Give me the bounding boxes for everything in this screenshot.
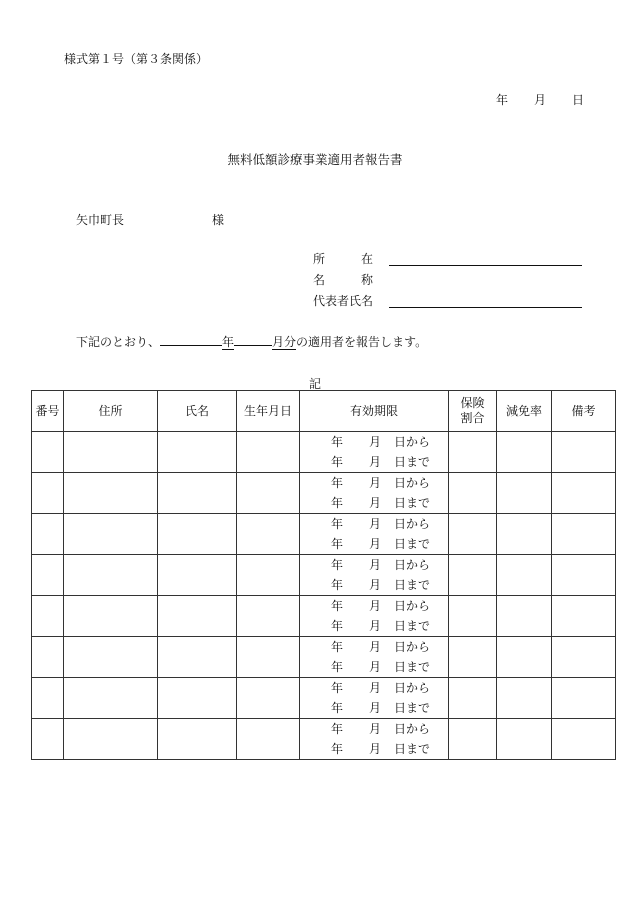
representative-row <box>313 294 377 315</box>
period-to-label: 日まで <box>393 619 430 633</box>
name-cell[interactable] <box>158 432 237 473</box>
date-day: 日 <box>572 93 585 107</box>
insurance-ratio-cell[interactable] <box>449 637 497 678</box>
table-row <box>32 555 616 596</box>
table-row <box>32 678 616 719</box>
header-validity: 有効期限 <box>300 391 449 432</box>
name-cell[interactable] <box>158 596 237 637</box>
period-year: 年 <box>330 701 343 715</box>
number-cell[interactable] <box>32 514 64 555</box>
name-cell[interactable] <box>158 555 237 596</box>
period-year: 年 <box>330 640 343 654</box>
addressee-honorific: 様 <box>212 213 225 227</box>
table-row <box>32 514 616 555</box>
remarks-cell[interactable] <box>552 555 616 596</box>
name-cell[interactable] <box>158 514 237 555</box>
header-number: 番号 <box>32 391 64 432</box>
period-year: 年 <box>330 496 343 510</box>
period-to <box>300 739 448 759</box>
period-to <box>300 657 448 677</box>
reduction-rate-cell[interactable] <box>497 678 552 719</box>
name-cell[interactable] <box>158 678 237 719</box>
header-name: 氏名 <box>158 391 237 432</box>
table-row <box>32 637 616 678</box>
period-from <box>300 596 448 616</box>
number-cell[interactable] <box>32 637 64 678</box>
period-from <box>300 678 448 698</box>
remarks-cell[interactable] <box>552 432 616 473</box>
address-cell[interactable] <box>64 719 158 760</box>
insurance-ratio-cell[interactable] <box>449 596 497 637</box>
report-month-label: 月分 <box>272 335 297 349</box>
period-to <box>300 493 448 513</box>
number-cell[interactable] <box>32 473 64 514</box>
form-number: 様式第１号（第３条関係） <box>64 52 209 66</box>
header-remarks: 備考 <box>552 391 616 432</box>
report-prefix: 下記のとおり、 <box>76 335 161 349</box>
addressee-name: 矢巾町長 <box>76 213 125 227</box>
remarks-cell[interactable] <box>552 514 616 555</box>
address-cell[interactable] <box>64 637 158 678</box>
birthdate-cell[interactable] <box>237 473 300 514</box>
table-row <box>32 596 616 637</box>
insurance-ratio-cell[interactable] <box>449 678 497 719</box>
header-insurance-ratio-line1: 保険 <box>460 396 485 410</box>
applicant-table <box>31 390 616 760</box>
period-year: 年 <box>330 558 343 572</box>
table-row <box>32 432 616 473</box>
date-month: 月 <box>534 93 547 107</box>
period-month: 月 <box>368 681 381 695</box>
validity-cell <box>300 719 449 760</box>
period-year: 年 <box>330 660 343 674</box>
representative-line[interactable] <box>389 307 582 308</box>
header-insurance-ratio-line2: 割合 <box>460 411 485 425</box>
reduction-rate-cell[interactable] <box>497 719 552 760</box>
period-to-label: 日まで <box>393 537 430 551</box>
period-month: 月 <box>368 496 381 510</box>
period-month: 月 <box>368 599 381 613</box>
location-row <box>313 252 410 273</box>
period-month: 月 <box>368 537 381 551</box>
reduction-rate-cell[interactable] <box>497 596 552 637</box>
location-label: 所在 <box>313 252 410 266</box>
remarks-cell[interactable] <box>552 596 616 637</box>
report-suffix: の適用者を報告します。 <box>296 335 428 349</box>
birthdate-cell[interactable] <box>237 637 300 678</box>
period-to <box>300 575 448 595</box>
number-cell[interactable] <box>32 432 64 473</box>
period-year: 年 <box>330 619 343 633</box>
name-label: 名称 <box>313 273 410 287</box>
number-cell[interactable] <box>32 596 64 637</box>
report-statement <box>76 333 427 350</box>
validity-cell <box>300 678 449 719</box>
header-insurance-ratio <box>449 391 497 432</box>
report-year-blank[interactable] <box>160 333 222 346</box>
address-cell[interactable] <box>64 555 158 596</box>
period-from-label: 日から <box>393 599 430 613</box>
period-from <box>300 432 448 452</box>
period-year: 年 <box>330 517 343 531</box>
number-cell[interactable] <box>32 719 64 760</box>
period-from-label: 日から <box>393 640 430 654</box>
period-month: 月 <box>368 517 381 531</box>
period-to <box>300 452 448 472</box>
period-from-label: 日から <box>393 517 430 531</box>
remarks-cell[interactable] <box>552 637 616 678</box>
period-year: 年 <box>330 455 343 469</box>
insurance-ratio-cell[interactable] <box>449 719 497 760</box>
period-from <box>300 514 448 534</box>
table-row <box>32 473 616 514</box>
remarks-cell[interactable] <box>552 719 616 760</box>
period-from <box>300 637 448 657</box>
reduction-rate-cell[interactable] <box>497 432 552 473</box>
period-year: 年 <box>330 742 343 756</box>
birthdate-cell[interactable] <box>237 678 300 719</box>
address-cell[interactable] <box>64 678 158 719</box>
period-month: 月 <box>368 640 381 654</box>
document-title: 無料低額診療事業適用者報告書 <box>227 152 403 167</box>
validity-cell <box>300 596 449 637</box>
period-month: 月 <box>368 722 381 736</box>
period-to <box>300 534 448 554</box>
reduction-rate-cell[interactable] <box>497 555 552 596</box>
header-birthdate: 生年月日 <box>237 391 300 432</box>
date-line <box>496 91 584 108</box>
header-reduction-rate: 減免率 <box>497 391 552 432</box>
number-cell[interactable] <box>32 555 64 596</box>
period-month: 月 <box>368 701 381 715</box>
period-from-label: 日から <box>393 722 430 736</box>
period-month: 月 <box>368 558 381 572</box>
validity-cell <box>300 555 449 596</box>
period-month: 月 <box>368 476 381 490</box>
birthdate-cell[interactable] <box>237 432 300 473</box>
birthdate-cell[interactable] <box>237 514 300 555</box>
name-row <box>313 273 410 294</box>
validity-cell <box>300 432 449 473</box>
period-month: 月 <box>368 660 381 674</box>
period-from <box>300 719 448 739</box>
period-to-label: 日まで <box>393 701 430 715</box>
address-cell[interactable] <box>64 432 158 473</box>
birthdate-cell[interactable] <box>237 555 300 596</box>
period-month: 月 <box>368 742 381 756</box>
date-year: 年 <box>496 93 509 107</box>
insurance-ratio-cell[interactable] <box>449 473 497 514</box>
report-year-label: 年 <box>222 335 235 349</box>
validity-cell <box>300 514 449 555</box>
remarks-cell[interactable] <box>552 473 616 514</box>
remarks-cell[interactable] <box>552 678 616 719</box>
period-month: 月 <box>368 435 381 449</box>
ki-label: 記 <box>308 377 321 391</box>
name-cell[interactable] <box>158 473 237 514</box>
address-cell[interactable] <box>64 473 158 514</box>
period-month: 月 <box>368 455 381 469</box>
period-to-label: 日まで <box>393 742 430 756</box>
number-cell[interactable] <box>32 678 64 719</box>
table-header-row <box>32 391 616 432</box>
table-row <box>32 719 616 760</box>
insurance-ratio-cell[interactable] <box>449 432 497 473</box>
addressee <box>76 211 225 228</box>
period-year: 年 <box>330 578 343 592</box>
name-cell[interactable] <box>158 719 237 760</box>
reduction-rate-cell[interactable] <box>497 473 552 514</box>
insurance-ratio-cell[interactable] <box>449 514 497 555</box>
period-from-label: 日から <box>393 681 430 695</box>
period-from-label: 日から <box>393 558 430 572</box>
name-cell[interactable] <box>158 637 237 678</box>
period-month: 月 <box>368 619 381 633</box>
period-from <box>300 473 448 493</box>
address-cell[interactable] <box>64 514 158 555</box>
applicant-fields <box>313 252 410 315</box>
period-year: 年 <box>330 722 343 736</box>
birthdate-cell[interactable] <box>237 719 300 760</box>
period-to <box>300 698 448 718</box>
period-year: 年 <box>330 537 343 551</box>
period-from-label: 日から <box>393 435 430 449</box>
period-month: 月 <box>368 578 381 592</box>
validity-cell <box>300 473 449 514</box>
period-to-label: 日まで <box>393 496 430 510</box>
header-address: 住所 <box>64 391 158 432</box>
birthdate-cell[interactable] <box>237 596 300 637</box>
period-year: 年 <box>330 681 343 695</box>
location-line[interactable] <box>389 265 582 266</box>
period-year: 年 <box>330 476 343 490</box>
period-from <box>300 555 448 575</box>
reduction-rate-cell[interactable] <box>497 514 552 555</box>
validity-cell <box>300 637 449 678</box>
period-from-label: 日から <box>393 476 430 490</box>
period-to-label: 日まで <box>393 578 430 592</box>
period-to-label: 日まで <box>393 455 430 469</box>
report-month-blank[interactable] <box>234 333 272 346</box>
insurance-ratio-cell[interactable] <box>449 555 497 596</box>
address-cell[interactable] <box>64 596 158 637</box>
period-year: 年 <box>330 599 343 613</box>
representative-label: 代表者氏名 <box>313 294 374 308</box>
period-to-label: 日まで <box>393 660 430 674</box>
period-to <box>300 616 448 636</box>
reduction-rate-cell[interactable] <box>497 637 552 678</box>
period-year: 年 <box>330 435 343 449</box>
